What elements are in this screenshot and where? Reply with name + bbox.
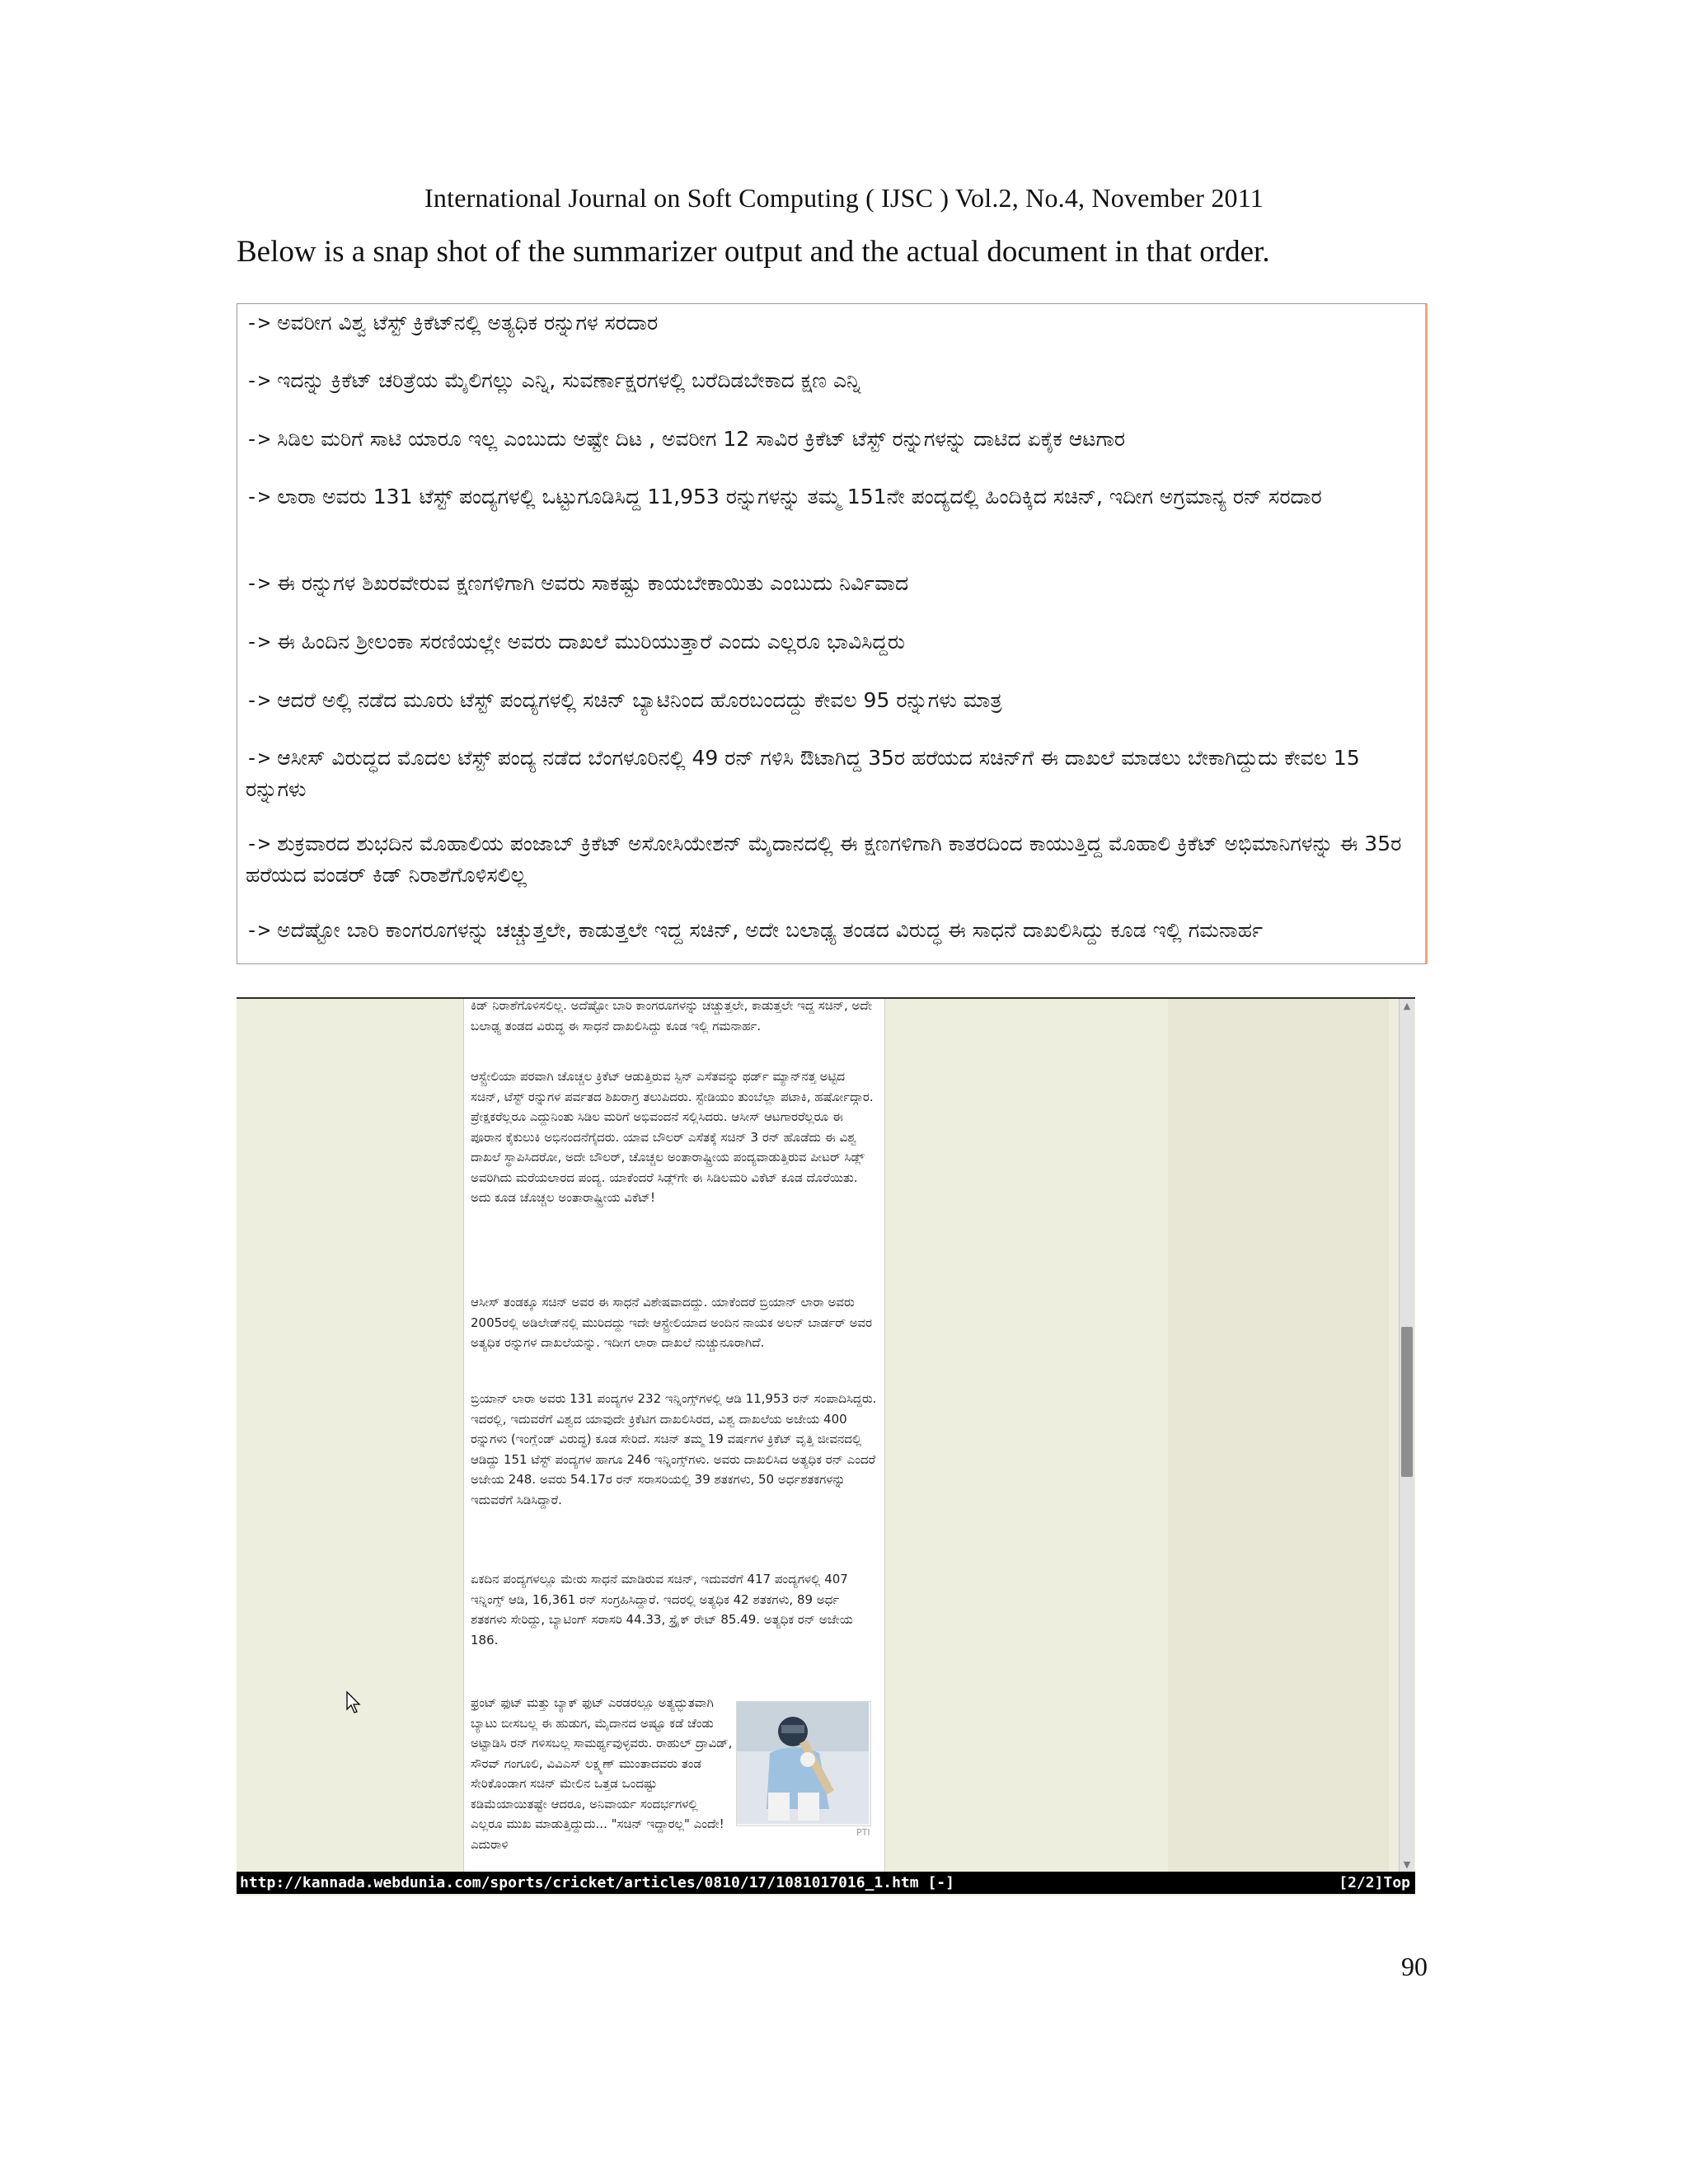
article-column [463,999,885,1872]
cricketer-photo [736,1701,871,1826]
browser-status-bar [237,1872,1415,1894]
arrow-marker: -> [246,571,271,595]
summary-line: -> ಶುಕ್ರವಾರದ ಶುಭದಿನ ಮೊಹಾಲಿಯ ಪಂಜಾಬ್ ಕ್ರಿಕೆಟ್ ಅಸೋಸಿಯೇಶನ್ ಮೈದಾನದಲ್ಲಿ ಈ ಕ್ಷಣಗಳಿಗಾಗಿ ಕಾತರದಿಂದ ಕಾಯುತ್ತಿದ್ದ ಮೊಹಾಲಿ ಕ್ರಿಕೆಟ್ ಅಭಿಮಾನಿಗಳನ್ನು ಈ 35ರ ಹರೆಯದ ವಂಡರ್ ಕಿಡ್ ನಿರಾಶೆಗೊಳಿಸಲಿಲ್ಲ [246,832,1402,887]
arrow-marker: -> [246,368,271,392]
arrow-marker: -> [246,746,271,770]
status-url[interactable]: http://kannada.webdunia.com/sports/cricket/articles/0810/17/1081017016_1.htm [-] [240,1874,954,1891]
page-number: 90 [1401,1952,1428,1981]
summary-line: -> ಈ ರನ್ನುಗಳ ಶಿಖರವೇರುವ ಕ್ಷಣಗಳಿಗಾಗಿ ಅವರು ಸಾಕಷ್ಟು ಕಾಯಬೇಕಾಯಿತು ಎಂಬುದು ನಿರ್ವಿವಾದ [246,571,909,595]
arrow-marker: -> [246,688,271,712]
arrow-marker: -> [246,832,271,855]
cricketer-photo-graphic [737,1702,869,1824]
sidebar-panel [1168,999,1389,1872]
mouse-pointer-icon [346,1691,361,1714]
scroll-down-arrow-icon[interactable]: ▼ [1403,1859,1411,1870]
article-paragraph: ಬ್ರಿಯಾನ್ ಲಾರಾ ಅವರು 131 ಪಂದ್ಯಗಳ 232 ಇನ್ನಿಂಗ್ಸ್‌ಗಳಲ್ಲಿ ಆಡಿ 11,953 ರನ್ ಸಂಪಾದಿಸಿದ್ದರು. ಇದರಲ್ಲಿ, ಇದುವರೆಗೆ ವಿಶ್ವದ ಯಾವುದೇ ಕ್ರಿಕೆಟಿಗ ದಾಖಲಿಸಿರದ, ವಿಶ್ವ ದಾಖಲೆಯ ಅಜೇಯ 400 ರನ್ನುಗಳು (ಇಂಗ್ಲೆಂಡ್ ವಿರುದ್ಧ) ಕೂಡ ಸೇರಿದೆ. ಸಚಿನ್ ತಮ್ಮ 19 ವರ್ಷಗಳ ಕ್ರಿಕೆಟ್ ವೃತ್ತಿ ಜೀವನದಲ್ಲಿ ಆಡಿದ್ದು 151 ಟೆಸ್ಟ್ ಪಂದ್ಯಗಳ ಹಾಗೂ 246 ಇನ್ನಿಂಗ್ಸ್‌ಗಳು. ಅವರು ದಾಖಲಿಸಿದ ಅತ್ಯಧಿಕ ರನ್ ಎಂದರೆ ಅಜೇಯ 248. ಅವರು 54.17ರ ರನ್ ಸರಾಸರಿಯಲ್ಲಿ 39 ಶತಕಗಳು, 50 ಅರ್ಧಶತಕಗಳನ್ನು ಇದುವರೆಗೆ ಸಿಡಿಸಿದ್ದಾರೆ. [471,1391,877,1507]
scroll-up-arrow-icon[interactable]: ▲ [1403,1001,1411,1011]
summary-line: -> ಆಸೀಸ್ ವಿರುದ್ಧದ ಮೊದಲ ಟೆಸ್ಟ್ ಪಂದ್ಯ ನಡೆದ ಬೆಂಗಳೂರಿನಲ್ಲಿ 49 ರನ್ ಗಳಿಸಿ ಔಟಾಗಿದ್ದ 35ರ ಹರೆಯದ ಸಚಿನ್‌ಗೆ ಈ ದಾಖಲೆ ಮಾಡಲು ಬೇಕಾಗಿದ್ದುದು ಕೇವಲ 15 ರನ್ನುಗಳು [246,746,1360,801]
summary-line: -> ಈ ಹಿಂದಿನ ಶ್ರೀಲಂಕಾ ಸರಣಿಯಲ್ಲೇ ಅವರು ದಾಖಲೆ ಮುರಿಯುತ್ತಾರೆ ಎಂದು ಎಲ್ಲರೂ ಭಾವಿಸಿದ್ದರು [246,630,906,654]
summary-line: -> ಆದರೆ ಅಲ್ಲಿ ನಡೆದ ಮೂರು ಟೆಸ್ಟ್ ಪಂದ್ಯಗಳಲ್ಲಿ ಸಚಿನ್ ಬ್ಯಾಟಿನಿಂದ ಹೊರಬಂದದ್ದು ಕೇವಲ 95 ರನ್ನುಗಳು ಮಾತ್ರ [246,688,1002,712]
article-paragraph: ಏಕದಿನ ಪಂದ್ಯಗಳಲ್ಲೂ ಮೇರು ಸಾಧನೆ ಮಾಡಿರುವ ಸಚಿನ್, ಇದುವರೆಗೆ 417 ಪಂದ್ಯಗಳಲ್ಲಿ 407 ಇನ್ನಿಂಗ್ಸ್ ಆಡಿ, 16,361 ರನ್ ಸಂಗ್ರಹಿಸಿದ್ದಾರೆ. ಇದರಲ್ಲಿ ಅತ್ಯಧಿಕ 42 ಶತಕಗಳು, 89 ಅರ್ಧ ಶತಕಗಳು ಸೇರಿದ್ದು, ಬ್ಯಾಟಿಂಗ್ ಸರಾಸರಿ 44.33, ಸ್ಟ್ರೈಕ್ ರೇಟ್ 85.49. ಅತ್ಯಧಿಕ ರನ್ ಅಜೇಯ 186. [471,1572,853,1647]
arrow-marker: -> [246,427,271,451]
summary-line: -> ಸಿಡಿಲ ಮರಿಗೆ ಸಾಟಿ ಯಾರೂ ಇಲ್ಲ ಎಂಬುದು ಅಷ್ಟೇ ದಿಟ , ಅವರೀಗ 12 ಸಾವಿರ ಕ್ರಿಕೆಟ್ ಟೆಸ್ಟ್ ರನ್ನುಗಳನ್ನು ದಾಟಿದ ಏಕೈಕ ಆಟಗಾರ [246,427,1126,451]
arrow-marker: -> [246,630,271,654]
browser-screenshot [237,997,1415,1896]
article-paragraph: ಕಿಡ್ ನಿರಾಶೆಗೊಳಿಸಲಿಲ್ಲ. ಅದೆಷ್ಟೋ ಬಾರಿ ಕಾಂಗರೂಗಳನ್ನು ಚಚ್ಚುತ್ತಲೇ, ಕಾಡುತ್ತಲೇ ಇದ್ದ ಸಚಿನ್, ಅದೇ ಬಲಾಢ್ಯ ತಂಡದ ವಿರುದ್ಧ ಈ ಸಾಧನೆ ದಾಖಲಿಸಿದ್ದು ಕೂಡ ಇಲ್ಲಿ ಗಮನಾರ್ಹ. [471,998,873,1033]
journal-header: International Journal on Soft Computing ( IJSC ) Vol.2, No.4, November 2011 [424,183,1264,213]
summary-line: -> ಅವರೀಗ ವಿಶ್ವ ಟೆಸ್ಟ್ ಕ್ರಿಕೆಟ್‌ನಲ್ಲಿ ಅತ್ಯಧಿಕ ರನ್ನುಗಳ ಸರದಾರ [246,311,659,335]
arrow-marker: -> [246,485,271,509]
article-paragraph: ಆಸೀಸ್ ತಂಡಕ್ಕೂ ಸಚಿನ್ ಅವರ ಈ ಸಾಧನೆ ವಿಶೇಷವಾದದ್ದು. ಯಾಕೆಂದರೆ ಬ್ರಿಯಾನ್ ಲಾರಾ ಅವರು 2005ರಲ್ಲಿ ಅಡಿಲೇಡ್‌ನಲ್ಲಿ ಮುರಿದದ್ದು ಇದೇ ಆಸ್ಟ್ರೇಲಿಯಾದ ಅಂದಿನ ನಾಯಕ ಅಲನ್ ಬಾರ್ಡರ್ ಅವರ ಅತ್ಯಧಿಕ ರನ್ನುಗಳ ದಾಖಲೆಯನ್ನು. ಇದೀಗ ಲಾರಾ ದಾಖಲೆ ನುಚ್ಚುನೂರಾಗಿದೆ. [471,1295,873,1350]
summary-line: -> ಲಾರಾ ಅವರು 131 ಟೆಸ್ಟ್ ಪಂದ್ಯಗಳಲ್ಲಿ ಒಟ್ಟುಗೂಡಿಸಿದ್ದ 11,953 ರನ್ನುಗಳನ್ನು ತಮ್ಮ 151ನೇ ಪಂದ್ಯದಲ್ಲಿ ಹಿಂದಿಕ್ಕಿದ ಸಚಿನ್, ಇದೀಗ ಅಗ್ರಮಾನ್ಯ ರನ್ ಸರದಾರ [246,485,1322,509]
arrow-marker: -> [246,918,271,942]
status-position: [2/2]Top [1339,1874,1410,1891]
intro-sentence: Below is a snap shot of the summarizer output and the actual document in that order. [237,235,1270,269]
photo-credit: PTI [856,1827,870,1838]
arrow-marker: -> [246,311,271,335]
summarizer-output [237,303,1428,964]
vertical-scrollbar[interactable] [1399,999,1414,1872]
article-paragraph: ಆಸ್ಟ್ರೇಲಿಯಾ ಪರವಾಗಿ ಚೊಚ್ಚಲ ಕ್ರಿಕೆಟ್ ಆಡುತ್ತಿರುವ ಸ್ಪಿನ್ ಎಸೆತವನ್ನು ಥರ್ಡ್ ಮ್ಯಾನ್‌ನತ್ತ ಅಟ್ಟಿದ ಸಚಿನ್, ಟೆಸ್ಟ್ ರನ್ನುಗಳ ಪರ್ವತದ ಶಿಖರಾಗ್ರ ತಲುಪಿದರು. ಸ್ಟೇಡಿಯಂ ತುಂಬೆಲ್ಲಾ ಪಟಾಕಿ, ಹರ್ಷೋದ್ಗಾರ. ಪ್ರೇಕ್ಷಕರೆಲ್ಲರೂ ಎದ್ದುನಿಂತು ಸಿಡಿಲ ಮರಿಗೆ ಅಭಿವಂದನೆ ಸಲ್ಲಿಸಿದರು. ಆಸೀಸ್ ಆಟಗಾರರೆಲ್ಲರೂ ಈ ಪೂರಾನ ಕೈಕುಲುಕಿ ಅಭಿನಂದನೆಗೈದರು. ಯಾವ ಬೌಲರ್ ಎಸೆತಕ್ಕೆ ಸಚಿನ್ 3 ರನ್ ಹೊಡೆದು ಈ ವಿಶ್ವ ದಾಖಲೆ ಸ್ಥಾಪಿಸಿದರೋ, ಅದೇ ಬೌಲರ್, ಚೊಚ್ಚಲ ಅಂತಾರಾಷ್ಟ್ರೀಯ ಪಂದ್ಯವಾಡುತ್ತಿರುವ ಪೀಟರ್ ಸಿಡ್ಲ್ ಅವರಿಗಿದು ಮರೆಯಲಾರದ ಪಂದ್ಯ. ಯಾಕೆಂದರೆ ಸಿಡ್ಲ್‌ಗೇ ಈ ಸಿಡಿಲಮರಿ ವಿಕೆಟ್ ಕೂಡ ದೊರೆಯಿತು. ಅದು ಕೂಡ ಚೊಚ್ಚಲ ಅಂತಾರಾಷ್ಟ್ರೀಯ ವಿಕೆಟ್! [471,1069,874,1205]
scrollbar-thumb[interactable] [1401,1327,1413,1477]
article-paragraph: ಫ್ರಂಟ್ ಫುಟ್ ಮತ್ತು ಬ್ಯಾಕ್ ಫುಟ್ ಎರಡರಲ್ಲೂ ಅತ್ಯದ್ಭುತವಾಗಿ ಬ್ಯಾಟು ಬೀಸಬಲ್ಲ ಈ ಹುಡುಗ, ಮೈದಾನದ ಅಷ್ಟೂ ಕಡೆ ಚೆಂಡು ಅಟ್ಟಾಡಿಸಿ ರನ್ ಗಳಿಸಬಲ್ಲ ಸಾಮರ್ಥ್ಯವುಳ್ಳವರು. ರಾಹುಲ್ ದ್ರಾವಿಡ್, ಸೌರವ್ ಗಂಗೂಲಿ, ವಿವಿಎಸ್ ಲಕ್ಷ್ಮಣ್ ಮುಂತಾದವರು ತಂಡ ಸೇರಿಕೊಂಡಾಗ ಸಚಿನ್ ಮೇಲಿನ ಒತ್ತಡ ಒಂದಷ್ಟು ಕಡಿಮೆಯಾಯಿತಷ್ಟೇ ಆದರೂ, ಅನಿವಾರ್ಯ ಸಂದರ್ಭಗಳಲ್ಲಿ ಎಲ್ಲರೂ ಮುಖ ಮಾಡುತ್ತಿದ್ದುದು... "ಸಚಿನ್ ಇದ್ದಾರಲ್ಲ" ಎಂದೇ! ಎದುರಾಳಿ [471,1695,733,1852]
summary-line: -> ಅದೆಷ್ಟೋ ಬಾರಿ ಕಾಂಗರೂಗಳನ್ನು ಚಚ್ಚುತ್ತಲೇ, ಕಾಡುತ್ತಲೇ ಇದ್ದ ಸಚಿನ್, ಅದೇ ಬಲಾಢ್ಯ ತಂಡದ ವಿರುದ್ಧ ಈ ಸಾಧನೆ ದಾಖಲಿಸಿದ್ದು ಕೂಡ ಇಲ್ಲಿ ಗಮನಾರ್ಹ [246,918,1264,942]
summary-line: -> ಇದನ್ನು ಕ್ರಿಕೆಟ್ ಚರಿತ್ರೆಯ ಮೈಲಿಗಲ್ಲು ಎನ್ನಿ, ಸುವರ್ಣಾಕ್ಷರಗಳಲ್ಲಿ ಬರೆದಿಡಬೇಕಾದ ಕ್ಷಣ ಎನ್ನಿ [246,368,861,392]
